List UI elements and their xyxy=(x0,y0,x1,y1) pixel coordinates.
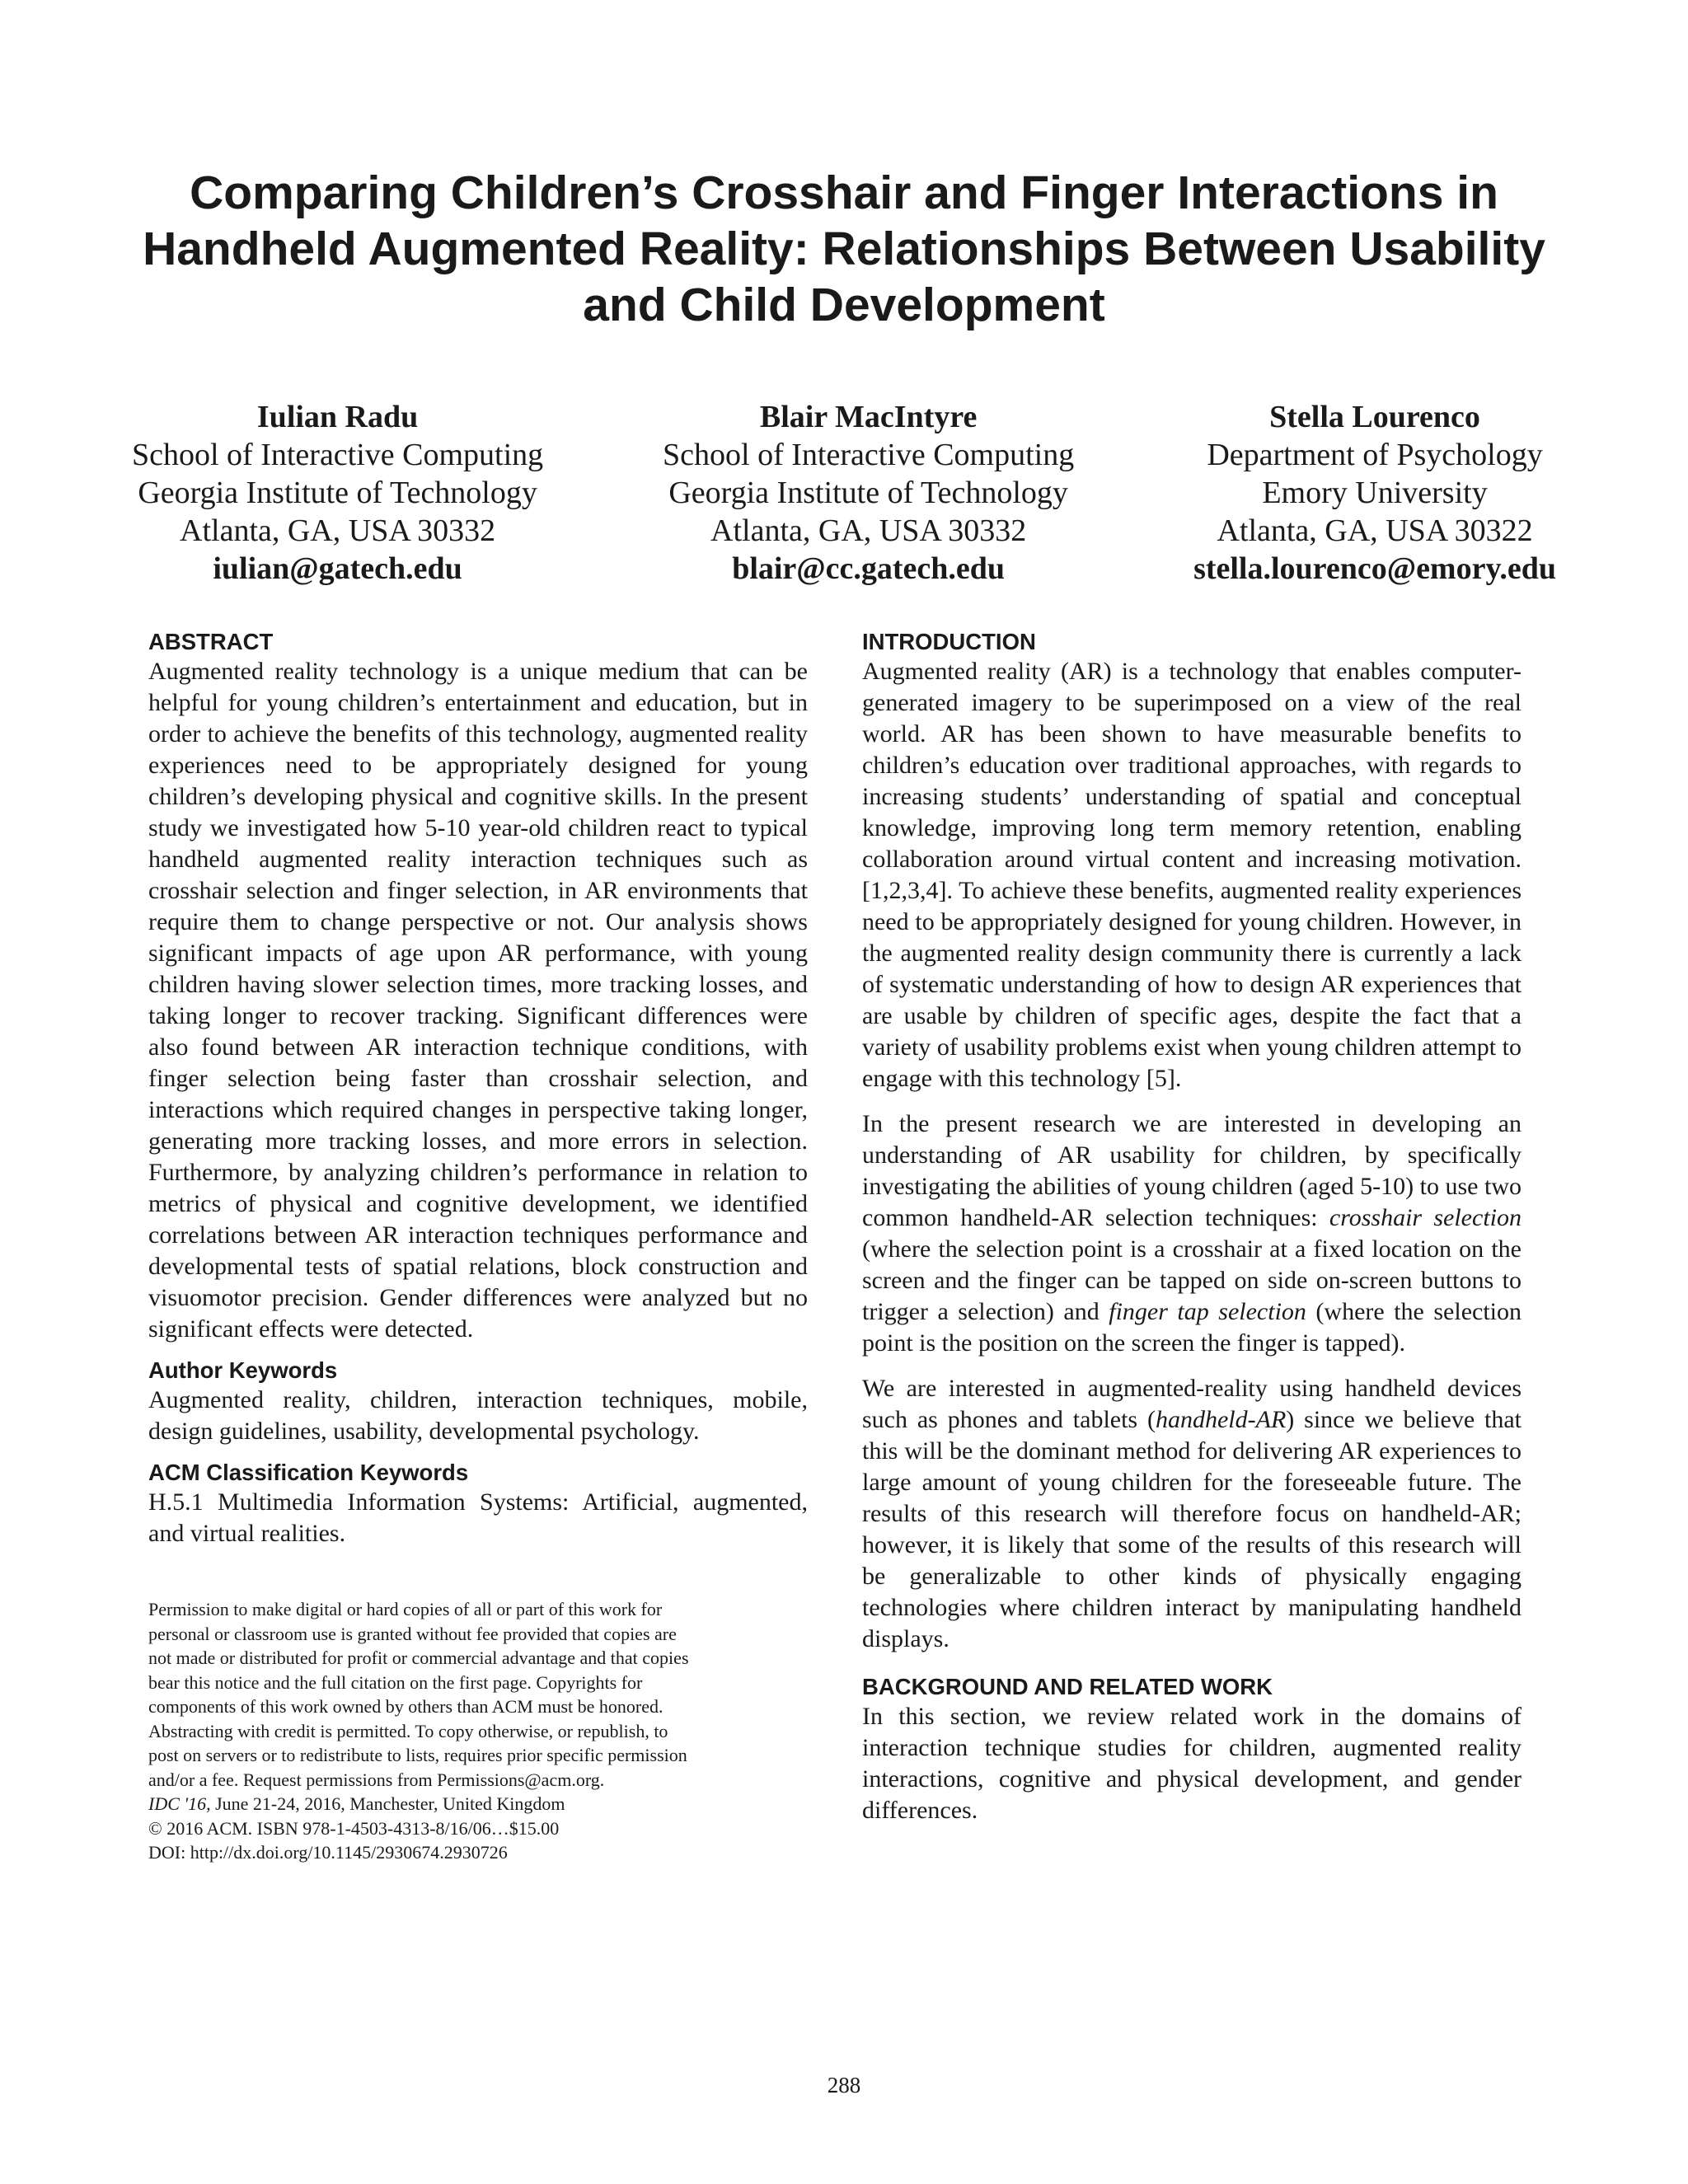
permission-line: and/or a fee. Request permissions from Permissions@acm.org. xyxy=(148,1769,605,1790)
acm-keywords-heading: ACM Classification Keywords xyxy=(148,1460,469,1485)
author-institution: Emory University xyxy=(1262,476,1488,510)
permission-block xyxy=(148,1597,808,1865)
emphasis-finger-tap-selection: finger tap selection xyxy=(1109,1298,1306,1325)
text-span: (where the selection point is a crosshair at a fixed location on the screen and the finger can be tapped on side on-screen buttons to trigger a selection) and xyxy=(862,1235,1522,1325)
emphasis-crosshair-selection: crosshair selection xyxy=(1329,1204,1522,1231)
right-column xyxy=(862,628,1522,1826)
author-1 xyxy=(132,398,543,588)
acm-keywords-text: H.5.1 Multimedia Information Systems: Artificial, augmented, and virtual realities. xyxy=(148,1488,808,1547)
author-institution: Georgia Institute of Technology xyxy=(668,476,1068,510)
author-2 xyxy=(663,398,1074,588)
text-span: (where the selection point is the position on the screen the finger is tapped). xyxy=(862,1298,1522,1357)
author-email: stella.lourenco@emory.edu xyxy=(1193,551,1556,586)
author-email: blair@cc.gatech.edu xyxy=(732,551,1006,586)
introduction-paragraph-1: Augmented reality (AR) is a technology that enables computer-generated imagery to be superimposed on a view of the real world. AR has been shown to have measurable benefits to children’s education over traditional approaches, with regards to increasing students’ understanding of spatial and conceptual knowledge, improving long term memory retention, enabling collaboration around virtual content and increasing motivation. [1,2,3,4]. To achieve these benefits, augmented reality experiences need to be appropriately designed for young children. However, in the augmented reality design community there is currently a lack of systematic understanding of how to design AR experiences that are usable by children of specific ages, despite the fact that a variety of usability problems exist when young children attempt to engage with this technology [5]. xyxy=(862,658,1522,1092)
author-department: Department of Psychology xyxy=(1207,438,1543,472)
permission-line: personal or classroom use is granted without fee provided that copies are xyxy=(148,1623,677,1644)
author-name: Blair MacIntyre xyxy=(759,400,978,434)
text-span: ) since we believe that this will be the dominant method for delivering AR experiences to large amount of young children for the foreseeable future. The results of this research will therefore focus on handheld-AR; however, it is likely that some of the results of this research will be generalizable to other kinds of physically engaging technologies where children interact by manipulating handheld displays. xyxy=(862,1406,1522,1652)
author-block xyxy=(132,398,1556,588)
permission-line: components of this work owned by others than ACM must be honored. xyxy=(148,1696,663,1717)
text-span: We are interested in augmented-reality using handheld devices such as phones and tablets ( xyxy=(862,1375,1522,1433)
conference-details: June 21-24, 2016, Manchester, United Kingdom xyxy=(210,1793,565,1814)
author-3 xyxy=(1193,398,1556,588)
page-number: 288 xyxy=(827,2073,861,2097)
author-name: Iulian Radu xyxy=(256,400,419,434)
emphasis-handheld-ar: handheld-AR xyxy=(1155,1406,1287,1433)
permission-line: not made or distributed for profit or commercial advantage and that copies xyxy=(148,1647,689,1668)
permission-line: Permission to make digital or hard copies of all or part of this work for xyxy=(148,1599,663,1619)
author-department: School of Interactive Computing xyxy=(132,438,544,472)
background-text: In this section, we review related work in the domains of interaction technique studies for children, augmented reality interactions, cognitive and physical development, and gender differences. xyxy=(862,1703,1522,1824)
paper-title: Comparing Children’s Crosshair and Finger Interactions in Handheld Augmented Reality: Relationships Between Usability and Child Development xyxy=(143,166,1545,331)
text-span: In the present research we are interested in developing an understanding of AR usability for children, by specifically investigating the abilities of young children (aged 5-10) to use two common handheld-AR selection techniques: xyxy=(862,1110,1522,1231)
background-heading: BACKGROUND AND RELATED WORK xyxy=(862,1674,1273,1699)
author-address: Atlanta, GA, USA 30322 xyxy=(1217,513,1533,548)
author-keywords-text: Augmented reality, children, interaction techniques, mobile, design guidelines, usability, developmental psychology. xyxy=(148,1386,808,1445)
abstract-text: Augmented reality technology is a unique medium that can be helpful for young children’s entertainment and education, but in order to achieve the benefits of this technology, augmented reality experiences need to be appropriately designed for young children’s developing physical and cognitive skills. In the present study we investigated how 5-10 year-old children react to typical handheld augmented reality interaction techniques such as crosshair selection and finger selection, in AR environments that require them to change perspective or not. Our analysis shows significant impacts of age upon AR performance, with young children having slower selection times, more tracking losses, and taking longer to recover tracking. Significant differences were also found between AR interaction technique conditions, with finger selection being faster than crosshair selection, and interactions which required changes in perspective taking longer, generating more tracking losses, and more errors in selection. Furthermore, by analyzing children’s performance in relation to metrics of physical and cognitive development, we identified correlations between AR interaction techniques performance and developmental tests of spatial relations, block construction and visuomotor precision. Gender differences were analyzed but no significant effects were detected. xyxy=(148,658,808,1343)
author-address: Atlanta, GA, USA 30332 xyxy=(180,513,496,548)
author-department: School of Interactive Computing xyxy=(663,438,1075,472)
permission-line: bear this notice and the full citation on the first page. Copyrights for xyxy=(148,1671,643,1693)
doi-line: DOI: http://dx.doi.org/10.1145/2930674.2930726 xyxy=(148,1842,508,1863)
author-email: iulian@gatech.edu xyxy=(213,551,462,586)
abstract-heading: ABSTRACT xyxy=(148,629,274,654)
introduction-paragraph-2 xyxy=(862,1108,1522,1359)
permission-line: post on servers or to redistribute to lists, requires prior specific permission xyxy=(148,1745,687,1765)
conference-name: IDC '16, xyxy=(148,1793,211,1814)
introduction-heading: INTRODUCTION xyxy=(862,629,1036,654)
introduction-paragraph-3 xyxy=(862,1373,1522,1655)
author-address: Atlanta, GA, USA 30332 xyxy=(710,513,1027,548)
left-column xyxy=(148,628,808,1865)
copyright-line: © 2016 ACM. ISBN 978-1-4503-4313-8/16/06…$15.00 xyxy=(148,1817,560,1839)
permission-line: Abstracting with credit is permitted. To copy otherwise, or republish, to xyxy=(148,1720,668,1741)
conference-line xyxy=(148,1792,808,1816)
author-institution: Georgia Institute of Technology xyxy=(138,476,537,510)
author-keywords-heading: Author Keywords xyxy=(148,1357,338,1383)
author-name: Stella Lourenco xyxy=(1269,400,1480,434)
